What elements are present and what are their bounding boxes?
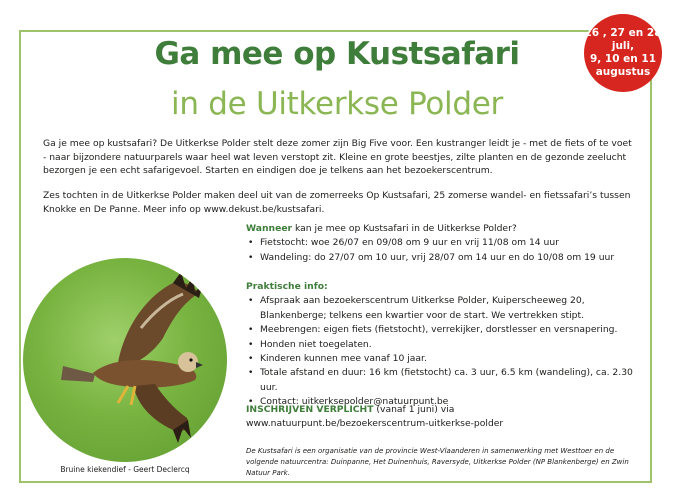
list-item: • Fietstocht: woe 26/07 en 09/08 om 9 uur en vrij 11/08 om 14 uur — [246, 236, 646, 250]
intro-paragraph-1: Ga je mee op kustsafari? De Uitkerkse Polder stelt deze zomer zijn Big Five voor. Een kustranger leidt je - met de fiets of te voet - naar bijzondere natuurparels waar heel wat leven verstopt zit. Kleine en grote beestjes, zilte planten en de gezonde zeelucht bezorgen je een echt safarigevoel. Starten en eindigen doe je telkens aan het bezoekerscentrum. — [43, 138, 632, 176]
when-question: kan je mee op Kustsafari in de Uitkerkse Polder? — [292, 223, 517, 234]
signup-note: (vanaf 1 juni) via — [373, 404, 455, 415]
badge-line-1: 26 , 27 en 28 — [584, 27, 662, 39]
list-item: • Kinderen kunnen mee vanaf 10 jaar. — [246, 352, 646, 366]
footnote: De Kustsafari is een organisatie van de provincie West-Vlaanderen in samenwerking met Westtoer en de volgende natuurcentra: Duinpanne, Het Duinenhuis, Raversyde, Uitkerkse Polder (NP Blankenberge) en Zwin Natuur Park. — [246, 447, 629, 477]
harrier-photo — [23, 258, 227, 462]
photo-caption: Bruine kiekendief - Geert Declercq — [60, 465, 190, 474]
title-line-2: in de Uitkerkse Polder — [171, 86, 503, 122]
badge-line-3: 9, 10 en 11 — [589, 53, 657, 65]
title-line-1: Ga mee op Kustsafari — [154, 36, 520, 72]
practical-list — [246, 294, 646, 409]
bird-illustration — [23, 258, 227, 462]
signup-heading: INSCHRIJVEN VERPLICHT — [246, 404, 374, 415]
badge-line-2: juli, — [611, 40, 635, 52]
list-item: • Honden niet toegelaten. — [246, 338, 646, 352]
intro-paragraph-2: Zes tochten in de Uitkerkse Polder maken deel uit van de zomerreeks Op Kustsafari, 25 zomerse wandel- en fietssafari’s tussen Knokke en De Panne. Meer info op www.dekust.be/kustsafari. — [43, 190, 631, 215]
when-heading: Wanneer — [246, 223, 293, 234]
when-list — [246, 236, 646, 265]
list-item: • Afspraak aan bezoekerscentrum Uitkerkse Polder, Kuiperscheeweg 20, Blankenberge; telkens een kwartier voor de start. We vertrekken stipt. — [246, 294, 646, 323]
practical-section — [246, 280, 646, 410]
when-section — [246, 222, 646, 265]
when-heading-line — [246, 222, 646, 236]
list-item: • Wandeling: do 27/07 om 10 uur, vrij 28/07 om 14 uur en do 10/08 om 19 uur — [246, 251, 646, 265]
list-item: • Contact: uitkerksepolder@natuurpunt.be — [246, 395, 646, 409]
date-badge — [584, 14, 662, 92]
signup-url[interactable]: www.natuurpunt.be/bezoekerscentrum-uitkerkse-polder — [246, 418, 504, 430]
practical-heading: Praktische info: — [246, 281, 328, 292]
badge-line-4: augustus — [595, 66, 651, 78]
signup-section — [246, 403, 646, 432]
signup-heading-line — [246, 403, 646, 417]
list-item: • Meebrengen: eigen fiets (fietstocht), verrekijker, dorstlesser en versnapering. — [246, 323, 646, 337]
list-item: • Totale afstand en duur: 16 km (fietstocht) ca. 3 uur, 6.5 km (wandeling), ca. 2.30 uur. — [246, 366, 646, 395]
